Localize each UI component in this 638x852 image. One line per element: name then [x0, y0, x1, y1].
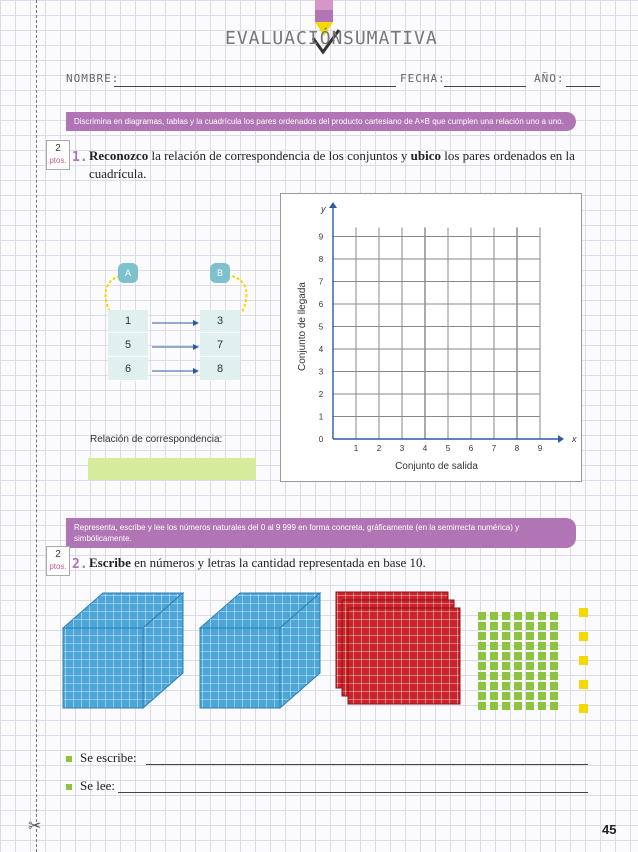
- y-tick-label: 2: [318, 390, 324, 399]
- q2-points-unit: ptos.: [49, 562, 67, 571]
- set-b-label: B: [210, 263, 230, 283]
- set-a-item: 5: [108, 334, 148, 357]
- q1-points-unit: ptos.: [49, 156, 67, 165]
- thousand-cube: [200, 593, 320, 708]
- set-a-item: 6: [108, 358, 148, 381]
- unit-cube: [579, 608, 588, 617]
- tens-rod: [538, 612, 546, 710]
- y-tick-label: 9: [318, 232, 324, 242]
- bullet-icon: [66, 756, 72, 762]
- set-b-item: 3: [200, 310, 240, 333]
- tens-rod: [526, 612, 534, 710]
- q1-text1: la relación de correspondencia de los conjuntos y: [148, 148, 411, 163]
- tens-rod: [514, 612, 522, 710]
- q2-points-badge: [46, 546, 70, 576]
- q1-objective-bar: Discrimina en diagramas, tablas y la cuadrícula los pares ordenados del producto cartesiano de A×B que cumplen una relación uno a uno.: [66, 112, 576, 131]
- bullet-icon: [66, 784, 72, 790]
- y-tick-label: 7: [318, 277, 324, 287]
- q1-points: 2: [55, 143, 61, 154]
- page-number: 45: [602, 822, 617, 837]
- x-tick-label: 5: [445, 444, 451, 453]
- tens-rod: [550, 612, 558, 710]
- unit-cube: [579, 632, 588, 641]
- q2-text: en números y letras la cantidad representada en base 10.: [130, 555, 426, 570]
- unit-cube: [579, 680, 588, 689]
- y-axis-arrow: [329, 202, 337, 208]
- x-axis-arrow: [558, 435, 564, 443]
- relation-label: Relación de correspondencia:: [90, 434, 223, 445]
- x-tick-label: 9: [537, 444, 543, 453]
- y-tick-label: 5: [318, 322, 324, 332]
- x-tick-label: 7: [491, 444, 497, 453]
- set-a-item: 1: [108, 310, 148, 333]
- fecha-field[interactable]: [444, 86, 526, 87]
- nombre-field[interactable]: [114, 86, 396, 87]
- relation-answer-box[interactable]: [88, 458, 256, 480]
- thousand-cube: [63, 593, 183, 708]
- set-b-item: 8: [200, 358, 240, 381]
- q2-objective-bar: Representa, escribe y lee los números naturales del 0 al 9 999 en forma concreta, gráficamente (en la semirrecta numérica) y simbólicamente.: [66, 518, 576, 548]
- tens-rod: [502, 612, 510, 710]
- title-left: EVALUACIÓN: [225, 28, 344, 49]
- plane-grid: [281, 194, 581, 481]
- q2-points: 2: [55, 549, 61, 560]
- set-a-box: [108, 310, 148, 380]
- q1-number: 1.: [72, 150, 88, 165]
- lee-answer-line[interactable]: [118, 792, 588, 793]
- lee-label: Se lee:: [80, 778, 116, 793]
- y-tick-label: 8: [318, 255, 324, 264]
- q1-points-badge: [46, 140, 70, 170]
- y-tick-label: 4: [318, 345, 324, 354]
- q2-statement: [89, 554, 604, 572]
- y-tick-label: 3: [318, 367, 324, 377]
- escribe-answer-line[interactable]: [146, 764, 588, 765]
- x-tick-label: 3: [399, 444, 405, 453]
- hundred-flat: [348, 608, 460, 704]
- tens-rods: [478, 612, 558, 710]
- x-tick-label: 4: [422, 444, 428, 453]
- unit-cube: [579, 704, 588, 713]
- x-axis-symbol: x: [572, 434, 577, 444]
- set-b-item: 7: [200, 334, 240, 357]
- y-tick-label: 1: [318, 412, 324, 422]
- scissors-icon: ✂: [28, 818, 42, 835]
- title-right: SUMATIVA: [343, 28, 438, 49]
- set-b-box: [200, 310, 240, 380]
- x-tick-label: 2: [376, 444, 382, 453]
- y-axis-title: Conjunto de llegada: [297, 282, 308, 371]
- x-tick-label: 8: [514, 444, 520, 453]
- base10-blocks: [58, 588, 618, 728]
- q1-verb1: Reconozco: [89, 148, 149, 163]
- q2-number: 2.: [72, 557, 88, 572]
- x-tick-label: 1: [353, 444, 359, 453]
- y-tick-label: 6: [318, 300, 324, 309]
- unit-cubes: [579, 608, 588, 713]
- q1-text2: los pares ordenados en la cuadrícula.: [89, 148, 575, 181]
- x-tick-label: 6: [468, 444, 474, 453]
- escribe-label: Se escribe:: [80, 750, 137, 765]
- q2-verb: Escribe: [89, 555, 131, 570]
- tens-rod: [478, 612, 486, 710]
- nombre-label: NOMBRE:: [66, 72, 120, 85]
- set-a-label: A: [118, 263, 138, 283]
- unit-cube: [579, 656, 588, 665]
- y-tick-label: 0: [318, 435, 324, 444]
- tens-rod: [490, 612, 498, 710]
- cartesian-plane: [280, 193, 582, 482]
- anio-label: AÑO:: [534, 72, 565, 85]
- y-axis-symbol: y: [321, 204, 326, 214]
- q1-statement: [89, 147, 604, 183]
- x-axis-title: Conjunto de salida: [395, 461, 478, 472]
- fecha-label: FECHA:: [400, 72, 446, 85]
- anio-field[interactable]: [566, 86, 600, 87]
- correspondence-arrows: [148, 312, 202, 382]
- q1-verb2: ubico: [410, 148, 441, 163]
- cut-line: [36, 0, 37, 852]
